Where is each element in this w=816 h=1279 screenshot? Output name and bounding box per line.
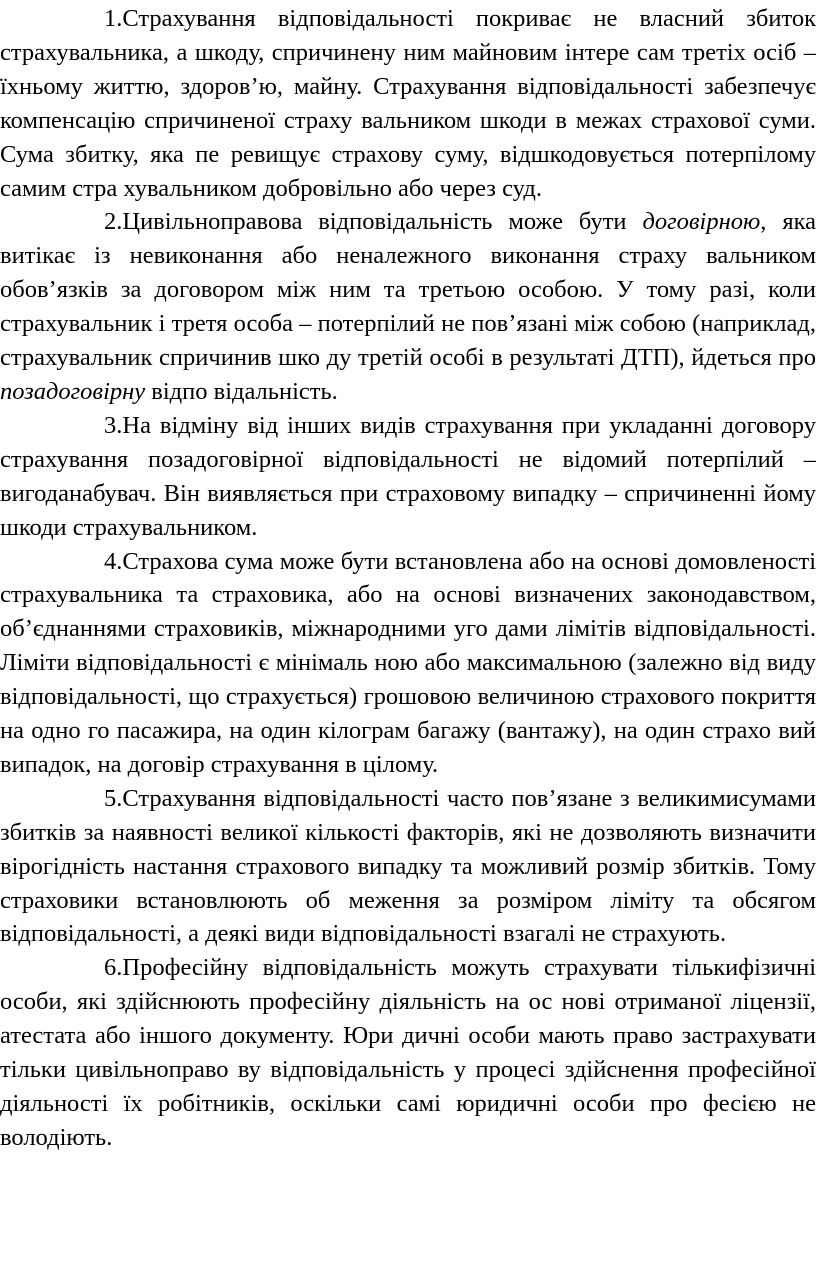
paragraph-text: Цивільноправова відповідальність може бути [122,208,643,236]
paragraph-1 [0,2,816,205]
paragraph-text: відпо відальність. [145,377,338,405]
paragraph-6 [0,951,816,1154]
paragraph-3 [0,409,816,545]
paragraph-4 [0,545,816,782]
paragraph-text: Професійну відповідальність можуть страхувати тількифізичні особи, які здійснюють професійну діяльність на ос нові отриманої ліцензії, атестата або іншого документу. Юри дичні особи мають право застрахувати тільки цивільноправо ву відповідальність у процесі здійснення професійної діяльності їх робітників, оскільки самі юридичні особи про фесією не володіють. [0,954,816,1151]
paragraph-5 [0,782,816,952]
paragraph-text: , яка витікає із невиконання або неналежного виконання страху вальником обов’язків за договором між ним та третьою особою. У тому разі, коли страхувальник і третя особа – потерпілий не пов’язані між собою (наприклад, страхувальник спричинив шко ду третій особі в результаті ДТП), йдеться про [0,208,816,372]
italic-term-noncontractual: позадоговірну [0,377,146,405]
paragraph-text: На відміну від інших видів страхування при укладанні договору страхування позадоговірної відповідальності не відомий потерпілий – вигоданабувач. Він виявляється при страховому випадку – спричиненні йому шкоди страхувальником. [0,411,816,541]
paragraph-2 [0,205,816,408]
paragraph-text: Страхування відповідальності часто пов’язане з великимисумами збитків за наявності великої кількості факторів, які не дозволяють визначити вірогідність настання страхового випадку та можливий розмір збитків. Тому страховики встановлюють об меження за розміром ліміту та обсягом відповідальності, а деякі види відповідальності взагалі не страхують. [0,784,816,948]
paragraph-number: 5. [104,784,123,812]
paragraph-text: Страхування відповідальності покриває не власний збиток страхувальника, а шкоду, спричинену ним майновим інтере сам третіх осіб – їхньому життю, здоров’ю, майну. Страхування відповідальності забезпечує компенсацію спричиненої страху вальником шкоди в межах страхової суми. Сума збитку, яка пе ревищує страхову суму, відшкодовується потерпілому самим стра хувальником добровільно або через суд. [0,5,816,202]
document-page [0,2,816,1155]
paragraph-text: Страхова сума може бути встановлена або на основі домовленості страхувальника та страховика, або на основі визначених законодавством, об’єднаннями страховиків, міжнародними уго дами лімітів відповідальності. Ліміти відповідальності є мінімаль ною або максимальною (залежно від виду відповідальності, що страхується) грошовою величиною страхового покриття на одно го пасажира, на один кілограм багажу (вантажу), на один страхо вий випадок, на договір страхування в цілому. [0,547,816,778]
paragraph-number: 3. [104,411,123,439]
paragraph-number: 2. [104,208,123,236]
italic-term-contractual: договірною [642,208,761,236]
paragraph-number: 6. [104,954,123,982]
paragraph-number: 1. [104,5,123,32]
paragraph-number: 4. [104,547,123,575]
